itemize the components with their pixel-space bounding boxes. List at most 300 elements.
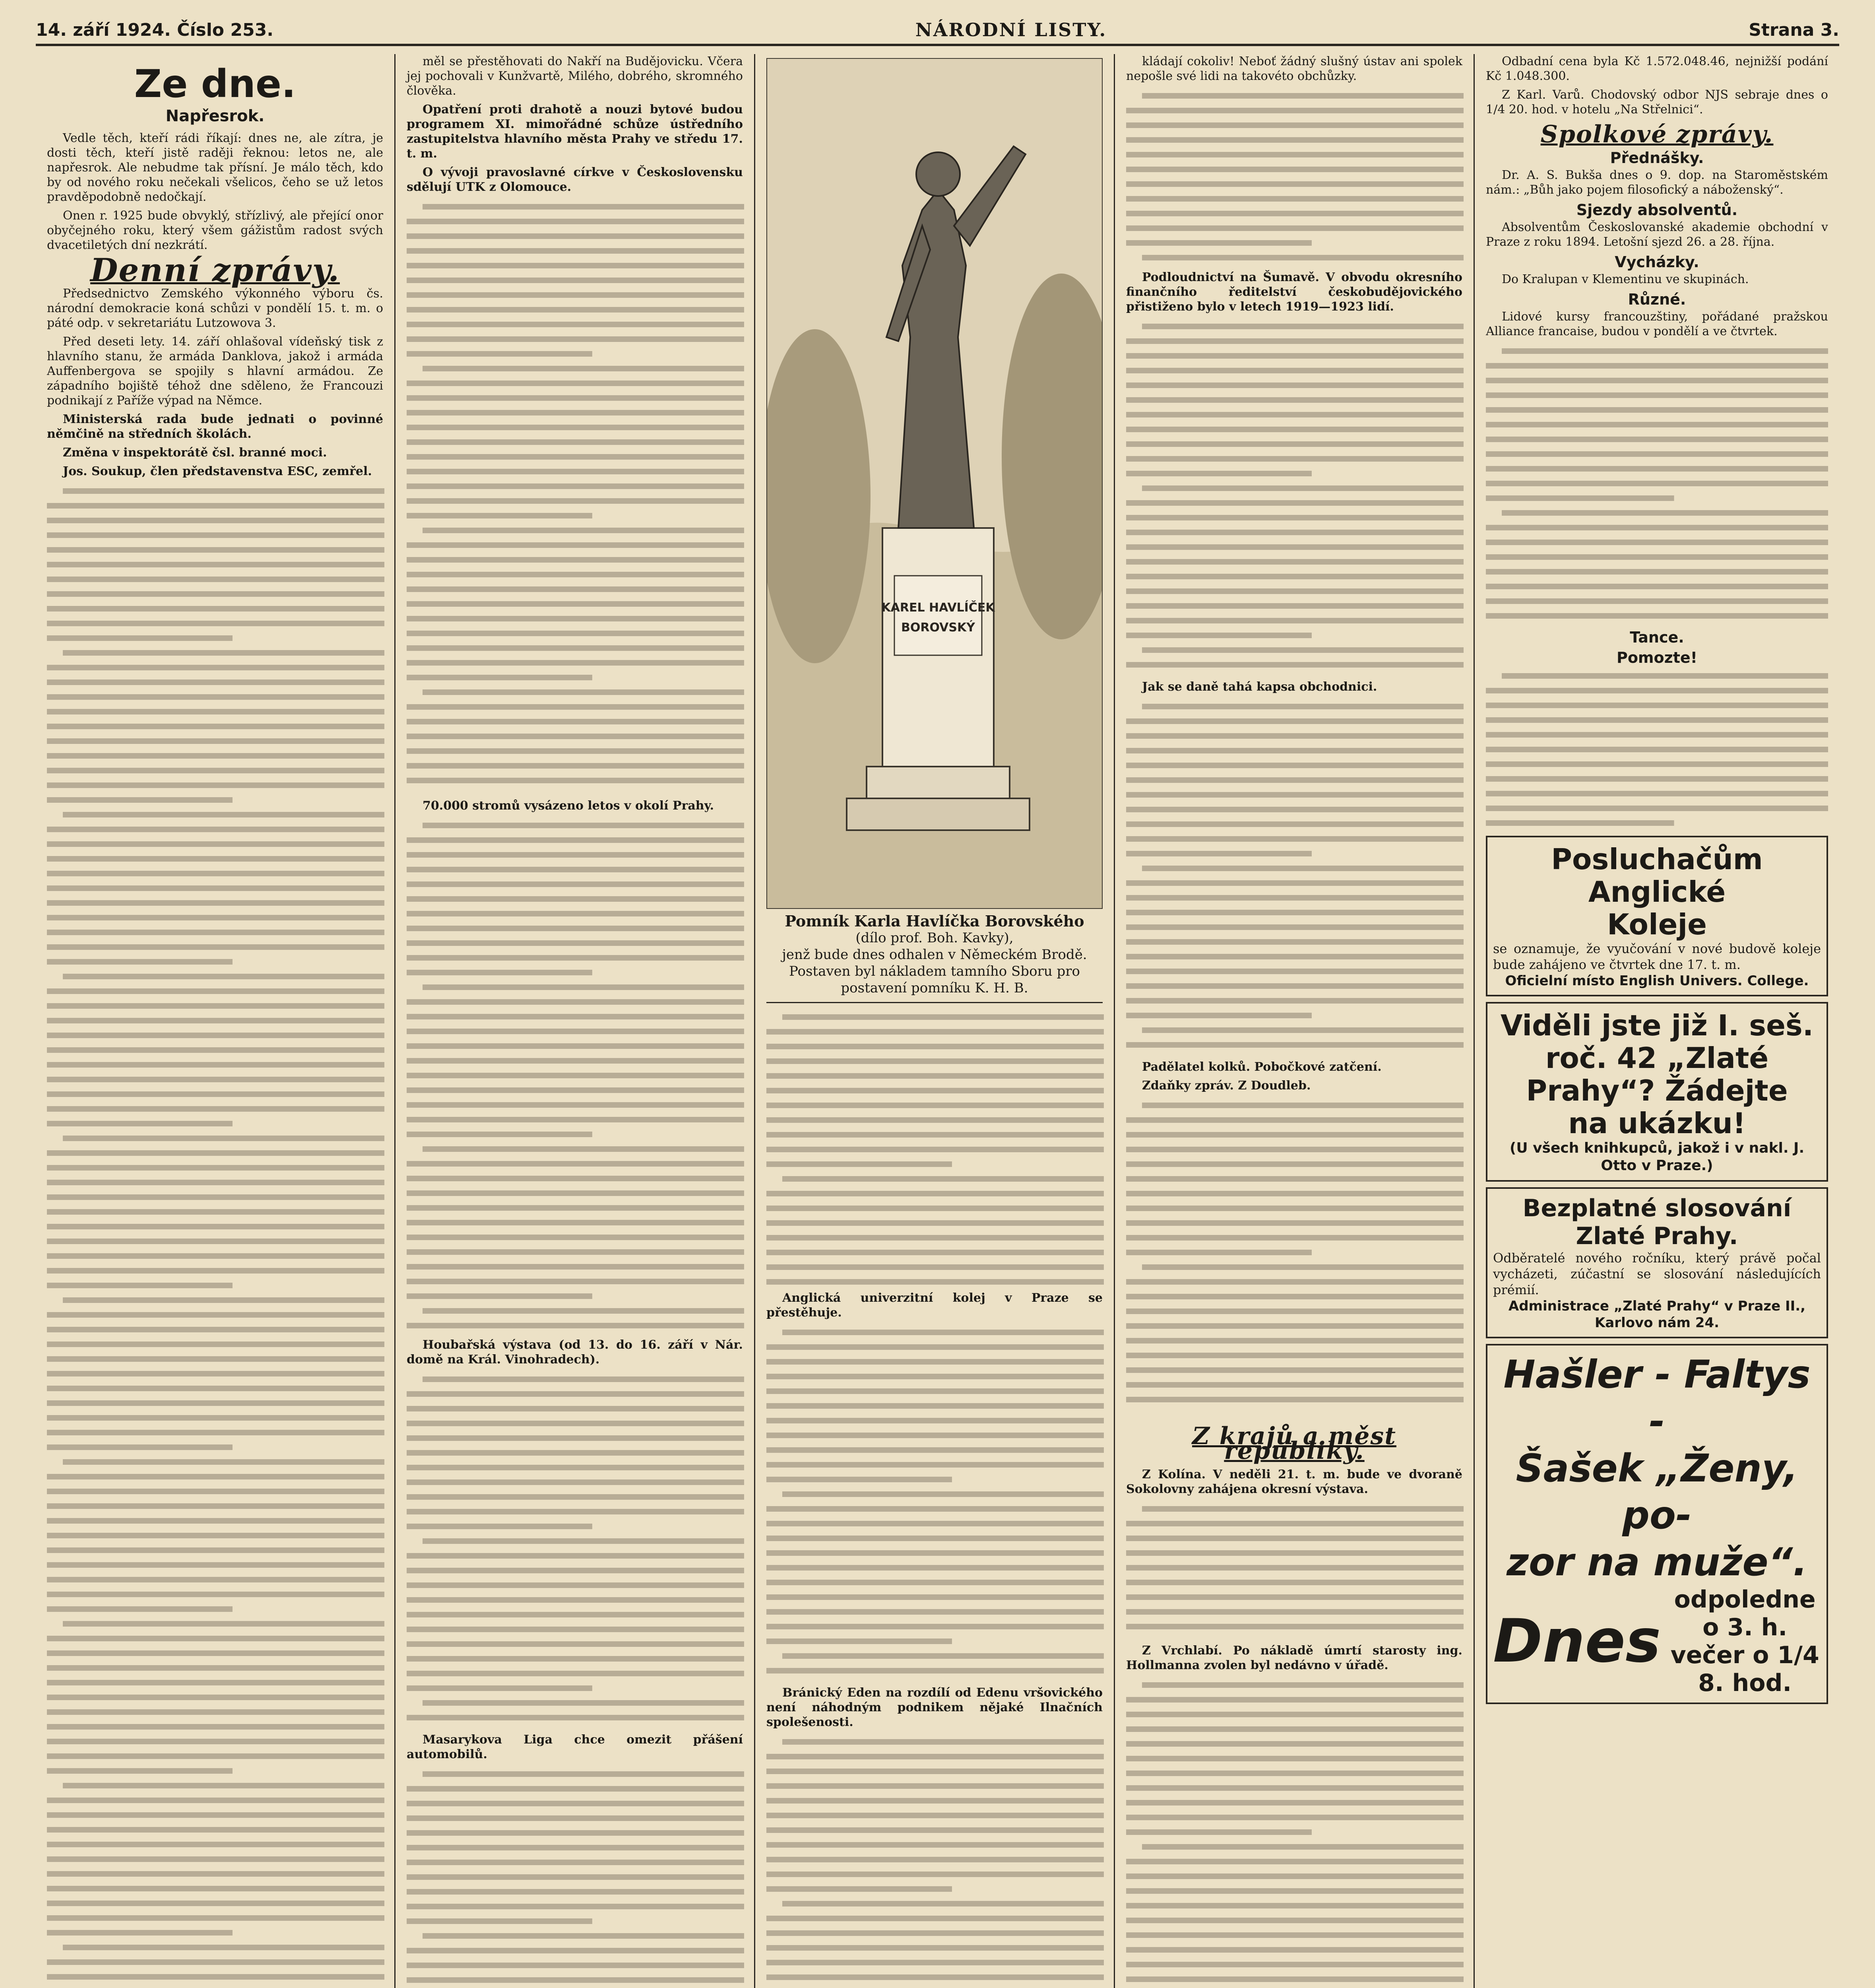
text-line [407, 263, 744, 268]
text-line [1126, 559, 1464, 565]
columns [36, 54, 1839, 1988]
article-paragraph: Anglická univerzitní kolej v Praze se přestěhuje. [766, 1291, 1103, 1320]
text-line [1126, 1235, 1464, 1241]
text-line [766, 1220, 1104, 1226]
text-line [47, 1371, 384, 1376]
text-line [47, 885, 384, 891]
text-line [1486, 422, 1828, 427]
ad-zlata-praha [1486, 1002, 1828, 1182]
text-line [407, 1845, 744, 1850]
article-paragraph: Odbadní cena byla Kč 1.572.048.46, nejnižší podání Kč 1.048.300. [1486, 54, 1828, 83]
text-line [407, 660, 744, 666]
text-line [782, 1739, 1104, 1745]
text-line [766, 1132, 1104, 1138]
text-line [1126, 1161, 1464, 1167]
text-line [407, 616, 744, 621]
text-line [407, 1612, 744, 1617]
text-line [47, 1592, 384, 1597]
text-line [63, 1945, 384, 1950]
text-line [1126, 1250, 1312, 1255]
text-line [766, 1974, 1104, 1980]
text-line [47, 1974, 384, 1980]
text-line [766, 1960, 1104, 1965]
text-line [1126, 1888, 1464, 1894]
text-line [47, 915, 384, 920]
text-line [47, 1077, 384, 1082]
text-line [766, 1565, 1104, 1571]
text-line [1126, 633, 1312, 638]
text-line [1486, 392, 1828, 398]
text-line [1486, 761, 1828, 767]
text-line [47, 591, 384, 597]
text-line [766, 1754, 1104, 1759]
text-line [423, 366, 744, 371]
text-line [47, 1959, 384, 1965]
text-line [766, 1044, 1104, 1049]
text-line [1142, 1027, 1464, 1033]
text-line [1126, 1279, 1464, 1285]
text-line [1126, 353, 1464, 359]
column-text-lines [407, 817, 744, 1334]
pedestal-inscription-line2: BOROVSKÝ [901, 621, 975, 635]
text-line [47, 1709, 384, 1715]
text-line [1126, 1873, 1464, 1879]
text-line [407, 1249, 744, 1255]
text-line [407, 1205, 744, 1211]
photo-caption [766, 913, 1103, 996]
text-line [407, 1058, 744, 1064]
text-line [766, 1798, 1104, 1804]
text-line [1486, 806, 1828, 811]
column-text-lines [1126, 87, 1464, 266]
text-line [407, 1685, 592, 1691]
article-paragraph: O vývoji pravoslavné církve v Československu sdělují UTK z Olomouce. [407, 165, 743, 194]
text-line [1126, 895, 1464, 901]
text-line [63, 974, 384, 979]
text-line [1126, 1594, 1464, 1600]
text-line [1126, 1013, 1312, 1018]
text-block-filler [407, 817, 743, 1338]
text-line [1126, 910, 1464, 915]
column-text-lines [766, 1734, 1104, 1988]
text-line [1126, 1947, 1464, 1953]
text-line [47, 1842, 384, 1847]
article-paragraph: Houbařská výstava (od 13. do 16. září v Nár. domě na Král. Vinohradech). [407, 1338, 743, 1367]
text-line [1126, 807, 1464, 812]
text-line [47, 1283, 233, 1288]
text-line [407, 1889, 744, 1895]
text-line [47, 1739, 384, 1744]
text-line [1126, 1962, 1464, 1967]
text-line [1126, 1976, 1464, 1982]
text-line [407, 1102, 744, 1108]
subsection-vychazky: Vycházky. [1615, 253, 1699, 271]
text-line [1126, 412, 1464, 417]
text-line [766, 1403, 1104, 1409]
ad-dnes: Dnes [1493, 1607, 1661, 1676]
text-line [1486, 584, 1828, 589]
text-line [47, 768, 384, 773]
text-line [1502, 673, 1828, 679]
text-line [407, 278, 744, 283]
subsection-ruzne: Různé. [1628, 291, 1686, 308]
text-line [1126, 196, 1464, 202]
text-line [407, 1509, 744, 1514]
text-line [782, 1014, 1104, 1020]
text-line [47, 635, 233, 641]
text-line [47, 1415, 384, 1421]
text-line [766, 1594, 1104, 1600]
text-line [766, 1668, 1104, 1673]
text-line [47, 988, 384, 994]
text-line [766, 1624, 1104, 1629]
text-block-filler [407, 198, 743, 798]
text-line [407, 410, 744, 415]
text-line [47, 797, 233, 803]
text-line [1486, 525, 1828, 530]
text-line [1126, 137, 1464, 143]
text-line [1486, 540, 1828, 545]
text-line [47, 1356, 384, 1362]
text-line [1126, 441, 1464, 447]
text-block-filler [766, 1009, 1103, 1291]
text-line [766, 1359, 1104, 1365]
ad-slosovani [1486, 1187, 1828, 1338]
text-line [407, 999, 744, 1005]
caption-line: Postaven byl nákladem tamního Sboru pro postavení pomníku K. H. B. [789, 963, 1080, 996]
text-line [1126, 748, 1464, 753]
text-line [407, 763, 744, 769]
text-line [407, 1815, 744, 1821]
text-line [766, 1477, 952, 1482]
subsection-tance: Tance. [1630, 629, 1684, 646]
ad-times-row [1493, 1586, 1821, 1697]
article-paragraph: Z Kolína. V neděli 21. t. m. bude ve dvoraně Sokolovny zahájena okresní výstava. [1126, 1468, 1462, 1496]
text-line [1486, 732, 1828, 738]
article-paragraph: Vedle těch, kteří rádi říkají: dnes ne, ale zítra, je dosti těch, kteří jistě raději řeknou: letos ne, ale napřesrok. Ale nebudme tak přísní. Je málo těch, kdo by od nového roku nečekali všelicos, čeho se už letos pravděpodobně nedočkají. [47, 131, 383, 204]
text-line [47, 1489, 384, 1494]
text-line [47, 1091, 384, 1097]
text-line [407, 955, 744, 961]
text-line [1126, 530, 1464, 535]
text-line [423, 1538, 744, 1544]
text-line [1126, 662, 1464, 668]
text-line [407, 1132, 592, 1137]
text-line [47, 1636, 384, 1641]
text-line [47, 1165, 384, 1171]
text-line [766, 1945, 1104, 1951]
text-line [407, 292, 744, 298]
text-line [1486, 791, 1828, 796]
text-line [47, 1033, 384, 1038]
text-line [407, 748, 744, 754]
text-line [766, 1191, 1104, 1196]
text-line [1486, 451, 1828, 457]
text-line [407, 1948, 744, 1953]
text-line [407, 395, 744, 401]
column-1 [36, 54, 396, 1988]
ad-anglicka-kolej [1486, 836, 1828, 996]
text-line [1142, 1103, 1464, 1108]
text-line [47, 1768, 233, 1774]
text-line [1142, 866, 1464, 871]
masthead [36, 16, 1839, 46]
text-line [407, 867, 744, 872]
text-line [423, 1146, 744, 1152]
text-line [407, 1582, 744, 1588]
column-text-lines [1126, 1501, 1464, 1640]
text-line [766, 1344, 1104, 1350]
text-line [1126, 969, 1464, 974]
text-line [47, 1606, 233, 1612]
text-line [47, 1180, 384, 1185]
text-line [1486, 776, 1828, 782]
text-line [47, 1430, 384, 1435]
text-line [1126, 1932, 1464, 1938]
text-line [1126, 1800, 1464, 1806]
text-line [1126, 763, 1464, 768]
text-line [1486, 378, 1828, 383]
ad-footer: Administrace „Zlaté Prahy“ v Praze II., Karlovo nám 24. [1508, 1298, 1806, 1331]
article-paragraph: Padělatel kolků. Pobočkové zatčení. [1142, 1060, 1382, 1074]
text-line [407, 719, 744, 724]
text-line [407, 1450, 744, 1456]
text-line [1126, 397, 1464, 403]
text-line [407, 248, 744, 254]
text-line [1142, 1682, 1464, 1688]
text-block-filler [407, 1371, 743, 1732]
text-line [1486, 820, 1674, 826]
monument-photo [766, 58, 1103, 909]
text-line [407, 469, 744, 474]
text-line [407, 852, 744, 858]
text-line [407, 896, 744, 902]
text-line [407, 704, 744, 710]
column-text-lines [766, 1009, 1104, 1287]
text-line [766, 1235, 1104, 1241]
text-line [407, 336, 744, 342]
text-line [47, 1342, 384, 1347]
section-denni-zpravy: Denní zprávy. [90, 251, 340, 289]
text-line [47, 679, 384, 685]
text-line [1126, 1323, 1464, 1329]
text-line [47, 665, 384, 670]
text-line [766, 1609, 1104, 1615]
text-line [407, 322, 744, 327]
text-line [407, 1627, 744, 1632]
text-line [1126, 471, 1312, 476]
text-line [782, 1653, 1104, 1659]
text-line [407, 675, 592, 680]
text-line [407, 1553, 744, 1559]
text-line [47, 1209, 384, 1215]
text-line [47, 1518, 384, 1524]
text-line [407, 1043, 744, 1049]
text-line [47, 871, 384, 876]
text-line [1126, 152, 1464, 157]
text-line [47, 1533, 384, 1538]
text-line [782, 1901, 1104, 1906]
text-line [63, 1459, 384, 1465]
text-line [766, 1827, 1104, 1833]
text-line [47, 1121, 233, 1126]
text-block-filler [1126, 1097, 1462, 1419]
ad-headline: zor na muže“. [1507, 1540, 1807, 1584]
section-spolkove-zpravy: Spolkové zprávy. [1540, 120, 1774, 148]
text-line [407, 1671, 744, 1676]
text-line [1126, 836, 1464, 842]
text-line [1126, 1147, 1464, 1152]
article-paragraph: Předsednictvo Zemského výkonného výboru čs. národní demokracie koná schůzi v pondělí 15. t. m. o páté odp. v sekretariátu Lutzowova 3. [47, 287, 383, 330]
article-paragraph: Masarykova Liga chce omezit přášení automobilů. [407, 1733, 743, 1761]
ad-headline: Posluchačům Anglické [1551, 843, 1763, 909]
text-block-filler [1126, 87, 1462, 270]
caption-line: (dílo prof. Boh. Kavky), [855, 930, 1014, 946]
text-line [1126, 338, 1464, 344]
text-line [407, 1479, 744, 1485]
text-line [47, 1724, 384, 1730]
text-line [47, 1812, 384, 1818]
text-line [47, 577, 384, 582]
text-line [47, 782, 384, 788]
text-line [1486, 569, 1828, 575]
text-line [47, 1827, 384, 1833]
text-line [1126, 1220, 1464, 1226]
article-paragraph: Před deseti lety. 14. září ohlašoval vídeňský tisk z hlavního stanu, že armáda Danklova, jakož i armáda Auffenbergova se spojily s hlavní armádou. Ze západního bojiště téhož dne sděleno, že Francouzi podnikají z Paříže výpad na Němce. [47, 335, 383, 408]
text-block-filler [1126, 1677, 1462, 1988]
text-line [407, 1073, 744, 1078]
text-line [407, 425, 744, 430]
text-line [47, 606, 384, 612]
article-paragraph: Z Vrchlabí. Po nákladě úmrtí starosty ing. Hollmanna zvolen byl nedávno v úřadě. [1126, 1644, 1462, 1672]
article-paragraph: Podloudnictví na Šumavě. V obvodu okresního finančního ředitelství českobudějovického přistiženo bylo v letech 1919—1923 lidí. [1126, 270, 1462, 314]
ad-text: Odběratelé nového ročníku, který právě počal vycházeti, zúčastní se slosování následujících prémií. [1493, 1250, 1821, 1297]
text-line [407, 454, 744, 460]
text-line [1126, 1176, 1464, 1182]
text-line [47, 694, 384, 700]
text-line [782, 1330, 1104, 1335]
text-line [1126, 456, 1464, 462]
text-line [407, 219, 744, 224]
text-line [766, 1103, 1104, 1108]
text-line [766, 1842, 1104, 1848]
text-line [1486, 363, 1828, 369]
subsection-sjezdy: Sjezdy absolventů. [1576, 201, 1738, 219]
ad-headline: Viděli jste již I. seš. roč. 42 „Zlaté Prahy“? Žádejte [1500, 1009, 1814, 1107]
text-line [47, 724, 384, 729]
article-paragraph: Dr. A. S. Bukša dnes o 9. dop. na Staroměstském nám.: „Bůh jako pojem filosofický a náboženský“. [1486, 168, 1828, 197]
text-line [766, 1857, 1104, 1862]
text-line [1126, 1382, 1464, 1388]
article-paragraph: Ministerská rada bude jednati o povinné němčině na středních školách. [47, 412, 383, 441]
text-line [407, 381, 744, 386]
text-line [47, 1798, 384, 1803]
article-paragraph: Z Karl. Varů. Chodovský odbor NJS sebraje dnes o 1/4 20. hod. v hotelu „Na Střelnici“. [1486, 88, 1828, 116]
text-line [407, 572, 744, 577]
text-line [407, 1293, 592, 1299]
text-line [63, 1783, 384, 1788]
text-line [407, 631, 744, 636]
text-line [766, 1506, 1104, 1512]
text-line [1126, 1367, 1464, 1373]
text-line [766, 1264, 1104, 1270]
text-line [1142, 485, 1464, 491]
text-line [1126, 1353, 1464, 1358]
text-line [407, 1029, 744, 1034]
text-line [47, 1562, 384, 1568]
text-line [766, 1447, 1104, 1453]
text-line [1142, 647, 1464, 653]
text-line [407, 1190, 744, 1196]
article-paragraph: kládají cokoliv! Neboť žádný slušný ústav ani spolek nepošle své lidi na takovéto obchůzky. [1126, 54, 1462, 83]
text-line [1126, 240, 1312, 246]
text-line [766, 1536, 1104, 1541]
text-line [1126, 225, 1464, 231]
text-line [47, 547, 384, 553]
text-line [407, 1264, 744, 1270]
text-line [407, 586, 744, 592]
text-line [1486, 495, 1674, 501]
text-line [407, 1465, 744, 1470]
text-line [766, 1769, 1104, 1774]
text-block-filler [766, 1324, 1103, 1685]
text-line [407, 1918, 592, 1924]
text-line [766, 1886, 952, 1892]
text-line [766, 1930, 1104, 1936]
text-block-filler [1126, 698, 1462, 1060]
text-line [47, 738, 384, 744]
text-line [47, 518, 384, 523]
article-paragraph: Jos. Soukup, člen představenstva ESC, zemřel. [63, 464, 372, 478]
text-block-filler [407, 1766, 743, 1988]
text-line [47, 1547, 384, 1553]
text-block-filler [47, 483, 383, 1988]
text-block-filler [766, 1734, 1103, 1988]
text-line [47, 1003, 384, 1009]
text-line [47, 1224, 384, 1229]
text-line [1126, 718, 1464, 724]
text-line [766, 1250, 1104, 1255]
text-line [1486, 717, 1828, 723]
text-line [1502, 348, 1828, 354]
article-paragraph: Opatření proti drahotě a nouzi bytové budou programem XI. mimořádné schůze ústředního zastupitelstva hlavního města Prahy ve středu 17. t. m. [407, 103, 743, 161]
text-line [1126, 588, 1464, 594]
text-line [407, 926, 744, 931]
text-line [766, 1433, 1104, 1438]
ad-headline: Hašler - Faltys - [1503, 1352, 1811, 1444]
text-block-filler [1126, 318, 1462, 679]
text-line [423, 823, 744, 828]
caption-line: jenž bude dnes odhalen v Německém Brodě. [782, 947, 1087, 963]
text-line [766, 1550, 1104, 1556]
text-line [1142, 1264, 1464, 1270]
text-line [63, 1621, 384, 1627]
subhead-napresrok: Napřesrok. [165, 107, 265, 125]
text-line [766, 1462, 1104, 1468]
text-line [47, 1856, 384, 1862]
text-line [1486, 481, 1828, 486]
column-text-lines [407, 198, 744, 795]
text-line [1126, 1771, 1464, 1776]
column-2 [396, 54, 755, 1988]
column-text-lines [407, 1766, 744, 1988]
text-line [1126, 1550, 1464, 1556]
text-line [1126, 181, 1464, 187]
article-paragraph: měl se přestěhovati do Nakří na Budějovicku. Včera jej pochovali v Kunžvartě, Milého, dobrého, skromného člověka. [407, 54, 743, 98]
text-line [1486, 613, 1828, 619]
text-line [423, 204, 744, 210]
text-line [1126, 792, 1464, 798]
